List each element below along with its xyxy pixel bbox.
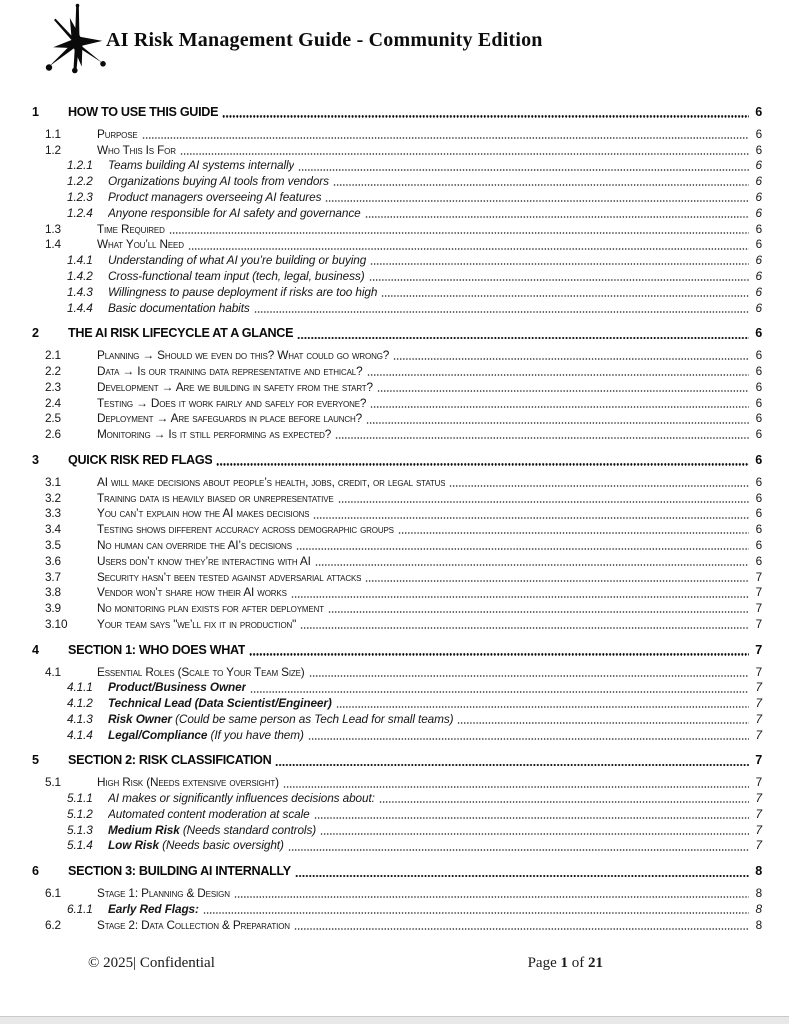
dot-leader [336, 706, 749, 708]
toc-entry-title: Users don’t know they’re interacting with AI [97, 553, 311, 568]
toc-entry-page: 7 [755, 727, 762, 742]
dot-leader [250, 691, 749, 693]
toc-entry-number: 4.1.1 [67, 680, 93, 695]
toc-entry-page: 6 [755, 253, 762, 268]
toc-entry-number: 3.8 [45, 585, 61, 600]
toc-entry-5.1.1[interactable] [32, 791, 762, 807]
toc-entry-page: 7 [755, 806, 762, 821]
toc-entry-page: 6 [755, 205, 762, 220]
dot-leader [308, 738, 749, 740]
toc-entry-title: Medium Risk (Needs standard controls) [108, 822, 317, 837]
toc-entry-number: 1 [32, 105, 39, 119]
toc-entry-title: THE AI RISK LIFECYCLE AT A GLANCE [68, 326, 294, 341]
toc-entry-number: 1.1 [45, 126, 61, 141]
toc-entry-page: 7 [755, 711, 762, 726]
toc-entry-title: Legal/Compliance (If you have them) [108, 727, 304, 742]
dot-leader [379, 801, 749, 803]
toc-entry-3.8[interactable] [32, 585, 762, 601]
dot-leader [203, 912, 749, 914]
toc-entry-3.3[interactable] [32, 506, 762, 522]
dot-leader [295, 875, 749, 877]
toc-entry-page: 6 [755, 284, 762, 299]
viewer-bottom-edge [0, 1016, 789, 1024]
toc-entry-title: HOW TO USE THIS GUIDE [68, 105, 219, 119]
toc-entry-number: 1.2 [45, 142, 61, 157]
starburst-logo-icon [44, 3, 108, 75]
toc-entry-5.1[interactable] [32, 775, 762, 791]
toc-entry-4.1[interactable] [32, 665, 762, 681]
toc-entry-page: 6 [755, 363, 762, 378]
toc-entry-1.2[interactable] [32, 143, 762, 159]
toc-entry-number: 5.1.4 [67, 838, 93, 853]
dot-leader [338, 501, 749, 503]
dot-leader [398, 532, 749, 534]
toc-entry-number: 2.2 [45, 363, 61, 378]
toc-entry-2.2[interactable] [32, 364, 762, 380]
dot-leader [297, 337, 749, 339]
page-of-label: of [571, 955, 585, 971]
toc-entry-number: 6 [32, 864, 39, 879]
toc-entry-title: Low Risk (Needs basic oversight) [108, 838, 284, 853]
toc-entry-number: 5 [32, 753, 39, 768]
toc-entry-3.6[interactable] [32, 554, 762, 570]
dot-leader [222, 115, 749, 117]
toc-entry-page: 6 [755, 506, 762, 521]
toc-entry-number: 6.1.1 [67, 901, 93, 916]
toc-entry-page: 7 [755, 680, 762, 695]
toc-entry-2.4[interactable] [32, 396, 762, 412]
toc-entry-number: 3.9 [45, 601, 61, 616]
toc-entry-number: 3.3 [45, 506, 61, 521]
toc-entry-title: No human can override the AI’s decisions [97, 537, 292, 552]
toc-entry-number: 4.1.2 [67, 696, 93, 711]
toc-entry-1.4.3[interactable] [32, 285, 762, 301]
toc-entry-page: 6 [755, 158, 762, 173]
toc-entry-page: 7 [755, 753, 762, 768]
toc-entry-title: You can’t explain how the AI makes decisions [97, 506, 310, 521]
dot-leader [370, 406, 749, 408]
toc-entry-page: 7 [755, 585, 762, 600]
toc-entry-1.2.2[interactable] [32, 174, 762, 190]
toc-entry-1.2.3[interactable] [32, 190, 762, 206]
dot-leader [309, 675, 749, 677]
toc-entry-1.4.4[interactable] [32, 301, 762, 317]
toc-entry-number: 3.6 [45, 553, 61, 568]
toc-entry-4.1.1[interactable] [32, 680, 762, 696]
dot-leader [320, 833, 749, 835]
toc-entry-page: 7 [755, 569, 762, 584]
toc-entry-number: 3.1 [45, 474, 61, 489]
dot-leader [370, 263, 749, 265]
toc-entry-5.1.3[interactable] [32, 823, 762, 839]
toc-entry-title: Planning → Should we even do this? What could go wrong? [97, 348, 390, 363]
toc-entry-title: Stage 1: Planning & Design [97, 886, 230, 901]
toc-entry-number: 5.1.2 [67, 806, 93, 821]
toc-entry-3.10[interactable] [32, 617, 762, 633]
dot-leader [449, 485, 749, 487]
toc-entry-page: 6 [755, 348, 762, 363]
dot-leader [180, 153, 749, 155]
toc-entry-4.1.4[interactable] [32, 728, 762, 744]
toc-entry-title: Vendor won’t share how their AI works [97, 585, 287, 600]
toc-entry-2.3[interactable] [32, 380, 762, 396]
toc-entry-title: Time Required [97, 221, 165, 236]
toc-entry-page: 6 [755, 411, 762, 426]
toc-entry-page: 6 [755, 452, 762, 467]
dot-leader [288, 849, 749, 851]
dot-leader [234, 896, 749, 898]
toc-entry-page: 7 [755, 696, 762, 711]
dot-leader [298, 169, 749, 171]
toc-entry-number: 1.4.2 [67, 268, 93, 283]
toc-entry-title: Testing → Does it work fairly and safely for everyone? [97, 395, 367, 410]
toc-entry-title: Risk Owner (Could be same person as Tech Lead for small teams) [108, 711, 454, 726]
dot-leader [381, 295, 749, 297]
dot-leader [254, 311, 749, 313]
toc-entry-3.5[interactable] [32, 538, 762, 554]
dot-leader [377, 390, 749, 392]
copyright-text: © 2025| Confidential [88, 955, 215, 971]
toc-entry-page: 7 [755, 822, 762, 837]
toc-entry-2.5[interactable] [32, 411, 762, 427]
toc-entry-title: Technical Lead (Data Scientist/Engineer) [108, 696, 332, 711]
toc-entry-number: 1.3 [45, 221, 61, 236]
toc-entry-title: Who This Is For [97, 142, 176, 157]
toc-entry-3.2[interactable] [32, 491, 762, 507]
toc-entry-number: 2 [32, 326, 39, 341]
dot-leader [275, 764, 749, 766]
toc-entry-title: Testing shows different accuracy across demographic groups [97, 522, 394, 537]
toc-entry-title: Automated content moderation at scale [108, 806, 310, 821]
toc-entry-page: 8 [755, 864, 762, 879]
toc-entry-number: 4.1.4 [67, 727, 93, 742]
dot-leader [296, 548, 749, 550]
toc-entry-title: Cross-functional team input (tech, legal, business) [108, 268, 365, 283]
toc-entry-3[interactable] [32, 453, 762, 469]
toc-entry-number: 6.2 [45, 917, 61, 932]
toc-entry-title: QUICK RISK RED FLAGS [68, 452, 213, 467]
toc-entry-number: 1.2.4 [67, 205, 93, 220]
toc-entry-title: Willingness to pause deployment if risks are too high [108, 284, 378, 299]
dot-leader [325, 200, 749, 202]
dot-leader [365, 216, 749, 218]
toc-entry-title: What You’ll Need [97, 237, 184, 252]
dot-leader [314, 817, 749, 819]
toc-entry-number: 2.3 [45, 379, 61, 394]
toc-entry-page: 7 [755, 775, 762, 790]
toc-entry-number: 2.4 [45, 395, 61, 410]
toc-entry-4.1.3[interactable] [32, 712, 762, 728]
dot-leader [393, 358, 749, 360]
toc-entry-page: 8 [755, 886, 762, 901]
toc-entry-title: High Risk (Needs extensive oversight) [97, 775, 279, 790]
toc-entry-number: 3.7 [45, 569, 61, 584]
toc-entry-page: 6 [755, 300, 762, 315]
toc-entry-title: Stage 2: Data Collection & Preparation [97, 917, 290, 932]
dot-leader [300, 627, 749, 629]
toc-entry-page: 7 [755, 642, 762, 657]
toc-entry-page: 6 [755, 126, 762, 141]
toc-entry-title: Organizations buying AI tools from vendors [108, 174, 329, 189]
toc-entry-2.6[interactable] [32, 427, 762, 443]
toc-entry-page: 6 [755, 395, 762, 410]
toc-entry-page: 8 [755, 917, 762, 932]
toc-entry-page: 6 [755, 474, 762, 489]
toc-entry-title: Training data is heavily biased or unrepresentative [97, 490, 334, 505]
toc-entry-title: Product managers overseeing AI features [108, 189, 322, 204]
toc-entry-1.4.2[interactable] [32, 269, 762, 285]
toc-entry-page: 6 [755, 490, 762, 505]
toc-entry-title: Product/Business Owner [108, 680, 247, 695]
toc-entry-title: Understanding of what AI you’re building or buying [108, 253, 367, 268]
toc-entry-page: 6 [755, 268, 762, 283]
toc-entry-2.1[interactable] [32, 348, 762, 364]
toc-entry-number: 5.1.1 [67, 791, 93, 806]
toc-entry-page: 6 [755, 174, 762, 189]
toc-entry-number: 1.4.3 [67, 284, 93, 299]
toc-entry-number: 3.5 [45, 537, 61, 552]
toc-entry-3.7[interactable] [32, 570, 762, 586]
dot-leader [291, 596, 749, 598]
toc-entry-number: 1.2.1 [67, 158, 93, 173]
dot-leader [216, 463, 749, 465]
dot-leader [457, 722, 749, 724]
document-header [32, 0, 762, 80]
dot-leader [249, 653, 749, 655]
toc-entry-title: Monitoring → Is it still performing as expected? [97, 427, 332, 442]
toc-entry-2[interactable] [32, 326, 762, 342]
toc-entry-title: Essential Roles (Scale to Your Team Size) [97, 664, 305, 679]
dot-leader [366, 422, 749, 424]
toc-entry-number: 4.1.3 [67, 711, 93, 726]
page-indicator [528, 955, 603, 972]
toc-entry-page: 7 [755, 838, 762, 853]
toc-entry-1.1[interactable] [32, 127, 762, 143]
toc-entry-title: Deployment → Are safeguards in place before launch? [97, 411, 362, 426]
toc-entry-1.2.1[interactable] [32, 158, 762, 174]
page-current: 1 [560, 955, 568, 971]
dot-leader [333, 184, 749, 186]
document-title: AI Risk Management Guide - Community Edition [106, 29, 543, 51]
toc-entry-number: 1.2.3 [67, 189, 93, 204]
toc-entry-1[interactable] [32, 105, 762, 121]
dot-leader [283, 786, 749, 788]
toc-entry-title: Teams building AI systems internally [108, 158, 295, 173]
toc-entry-4.1.2[interactable] [32, 696, 762, 712]
toc-entry-page: 6 [755, 522, 762, 537]
dot-leader [369, 279, 749, 281]
dot-leader [313, 517, 749, 519]
toc-entry-page: 6 [755, 427, 762, 442]
toc-entry-5[interactable] [32, 753, 762, 769]
toc-entry-page: 6 [755, 237, 762, 252]
toc-entry-page: 6 [755, 105, 762, 119]
page-label: Page [527, 955, 557, 971]
toc-entry-title: Basic documentation habits [108, 300, 250, 315]
toc-entry-page: 6 [755, 553, 762, 568]
toc-entry-1.4.1[interactable] [32, 253, 762, 269]
toc-entry-title: SECTION 2: RISK CLASSIFICATION [68, 753, 272, 768]
toc-entry-6[interactable] [32, 864, 762, 880]
toc-entry-title: No monitoring plan exists for after deployment [97, 601, 324, 616]
toc-entry-number: 5.1.3 [67, 822, 93, 837]
toc-entry-page: 6 [755, 379, 762, 394]
toc-entry-number: 5.1 [45, 775, 61, 790]
toc-entry-page: 7 [755, 791, 762, 806]
toc-entry-number: 1.4.4 [67, 300, 93, 315]
dot-leader [294, 928, 749, 930]
table-of-contents [32, 80, 762, 933]
toc-entry-page: 7 [755, 664, 762, 679]
toc-entry-6.1[interactable] [32, 886, 762, 902]
toc-entry-title: SECTION 1: WHO DOES WHAT [68, 642, 246, 657]
toc-entry-title: Data → Is our training data representative and ethical? [97, 363, 363, 378]
toc-entry-1.3[interactable] [32, 222, 762, 238]
toc-entry-number: 3.2 [45, 490, 61, 505]
toc-entry-page: 6 [755, 189, 762, 204]
dot-leader [335, 437, 749, 439]
toc-entry-number: 2.6 [45, 427, 61, 442]
dot-leader [365, 580, 749, 582]
toc-entry-number: 4 [32, 642, 39, 657]
toc-entry-title: Your team says "we’ll fix it in production" [97, 616, 297, 631]
toc-entry-title: Early Red Flags: [108, 901, 199, 916]
toc-entry-title: SECTION 3: BUILDING AI INTERNALLY [68, 864, 291, 879]
toc-entry-page: 6 [755, 142, 762, 157]
toc-entry-5.1.4[interactable] [32, 838, 762, 854]
toc-entry-number: 1.4.1 [67, 253, 93, 268]
toc-entry-number: 1.2.2 [67, 174, 93, 189]
toc-entry-page: 7 [755, 616, 762, 631]
dot-leader [188, 248, 749, 250]
toc-entry-number: 3.10 [45, 616, 68, 631]
toc-entry-1.2.4[interactable] [32, 206, 762, 222]
toc-entry-3.1[interactable] [32, 475, 762, 491]
dot-leader [142, 137, 749, 139]
toc-entry-title: Security hasn’t been tested against adversarial attacks [97, 569, 362, 584]
toc-entry-page: 8 [755, 901, 762, 916]
toc-entry-5.1.2[interactable] [32, 807, 762, 823]
dot-leader [315, 564, 749, 566]
toc-entry-4[interactable] [32, 643, 762, 659]
toc-entry-page: 6 [755, 537, 762, 552]
toc-entry-6.1.1[interactable] [32, 902, 762, 918]
toc-entry-number: 2.1 [45, 348, 61, 363]
toc-entry-title: Development → Are we building in safety from the start? [97, 379, 373, 394]
toc-entry-6.2[interactable] [32, 918, 762, 934]
dot-leader [169, 232, 749, 234]
toc-entry-number: 3 [32, 452, 39, 467]
toc-entry-title: AI makes or significantly influences decisions about: [108, 791, 375, 806]
toc-entry-title: Anyone responsible for AI safety and governance [108, 205, 361, 220]
dot-leader [328, 611, 749, 613]
toc-entry-page: 6 [755, 221, 762, 236]
toc-entry-3.4[interactable] [32, 522, 762, 538]
toc-entry-number: 1.4 [45, 237, 61, 252]
toc-entry-title: Purpose [97, 126, 138, 141]
toc-entry-3.9[interactable] [32, 601, 762, 617]
toc-entry-number: 4.1 [45, 664, 61, 679]
toc-entry-page: 6 [755, 326, 762, 341]
toc-entry-page: 7 [755, 601, 762, 616]
dot-leader [367, 374, 750, 376]
page-total: 21 [588, 955, 603, 971]
toc-entry-number: 2.5 [45, 411, 61, 426]
toc-entry-1.4[interactable] [32, 237, 762, 253]
toc-entry-number: 3.4 [45, 522, 61, 537]
toc-entry-number: 6.1 [45, 886, 61, 901]
toc-entry-title: AI will make decisions about people’s health, jobs, credit, or legal status [97, 474, 446, 489]
document-footer [0, 955, 789, 972]
